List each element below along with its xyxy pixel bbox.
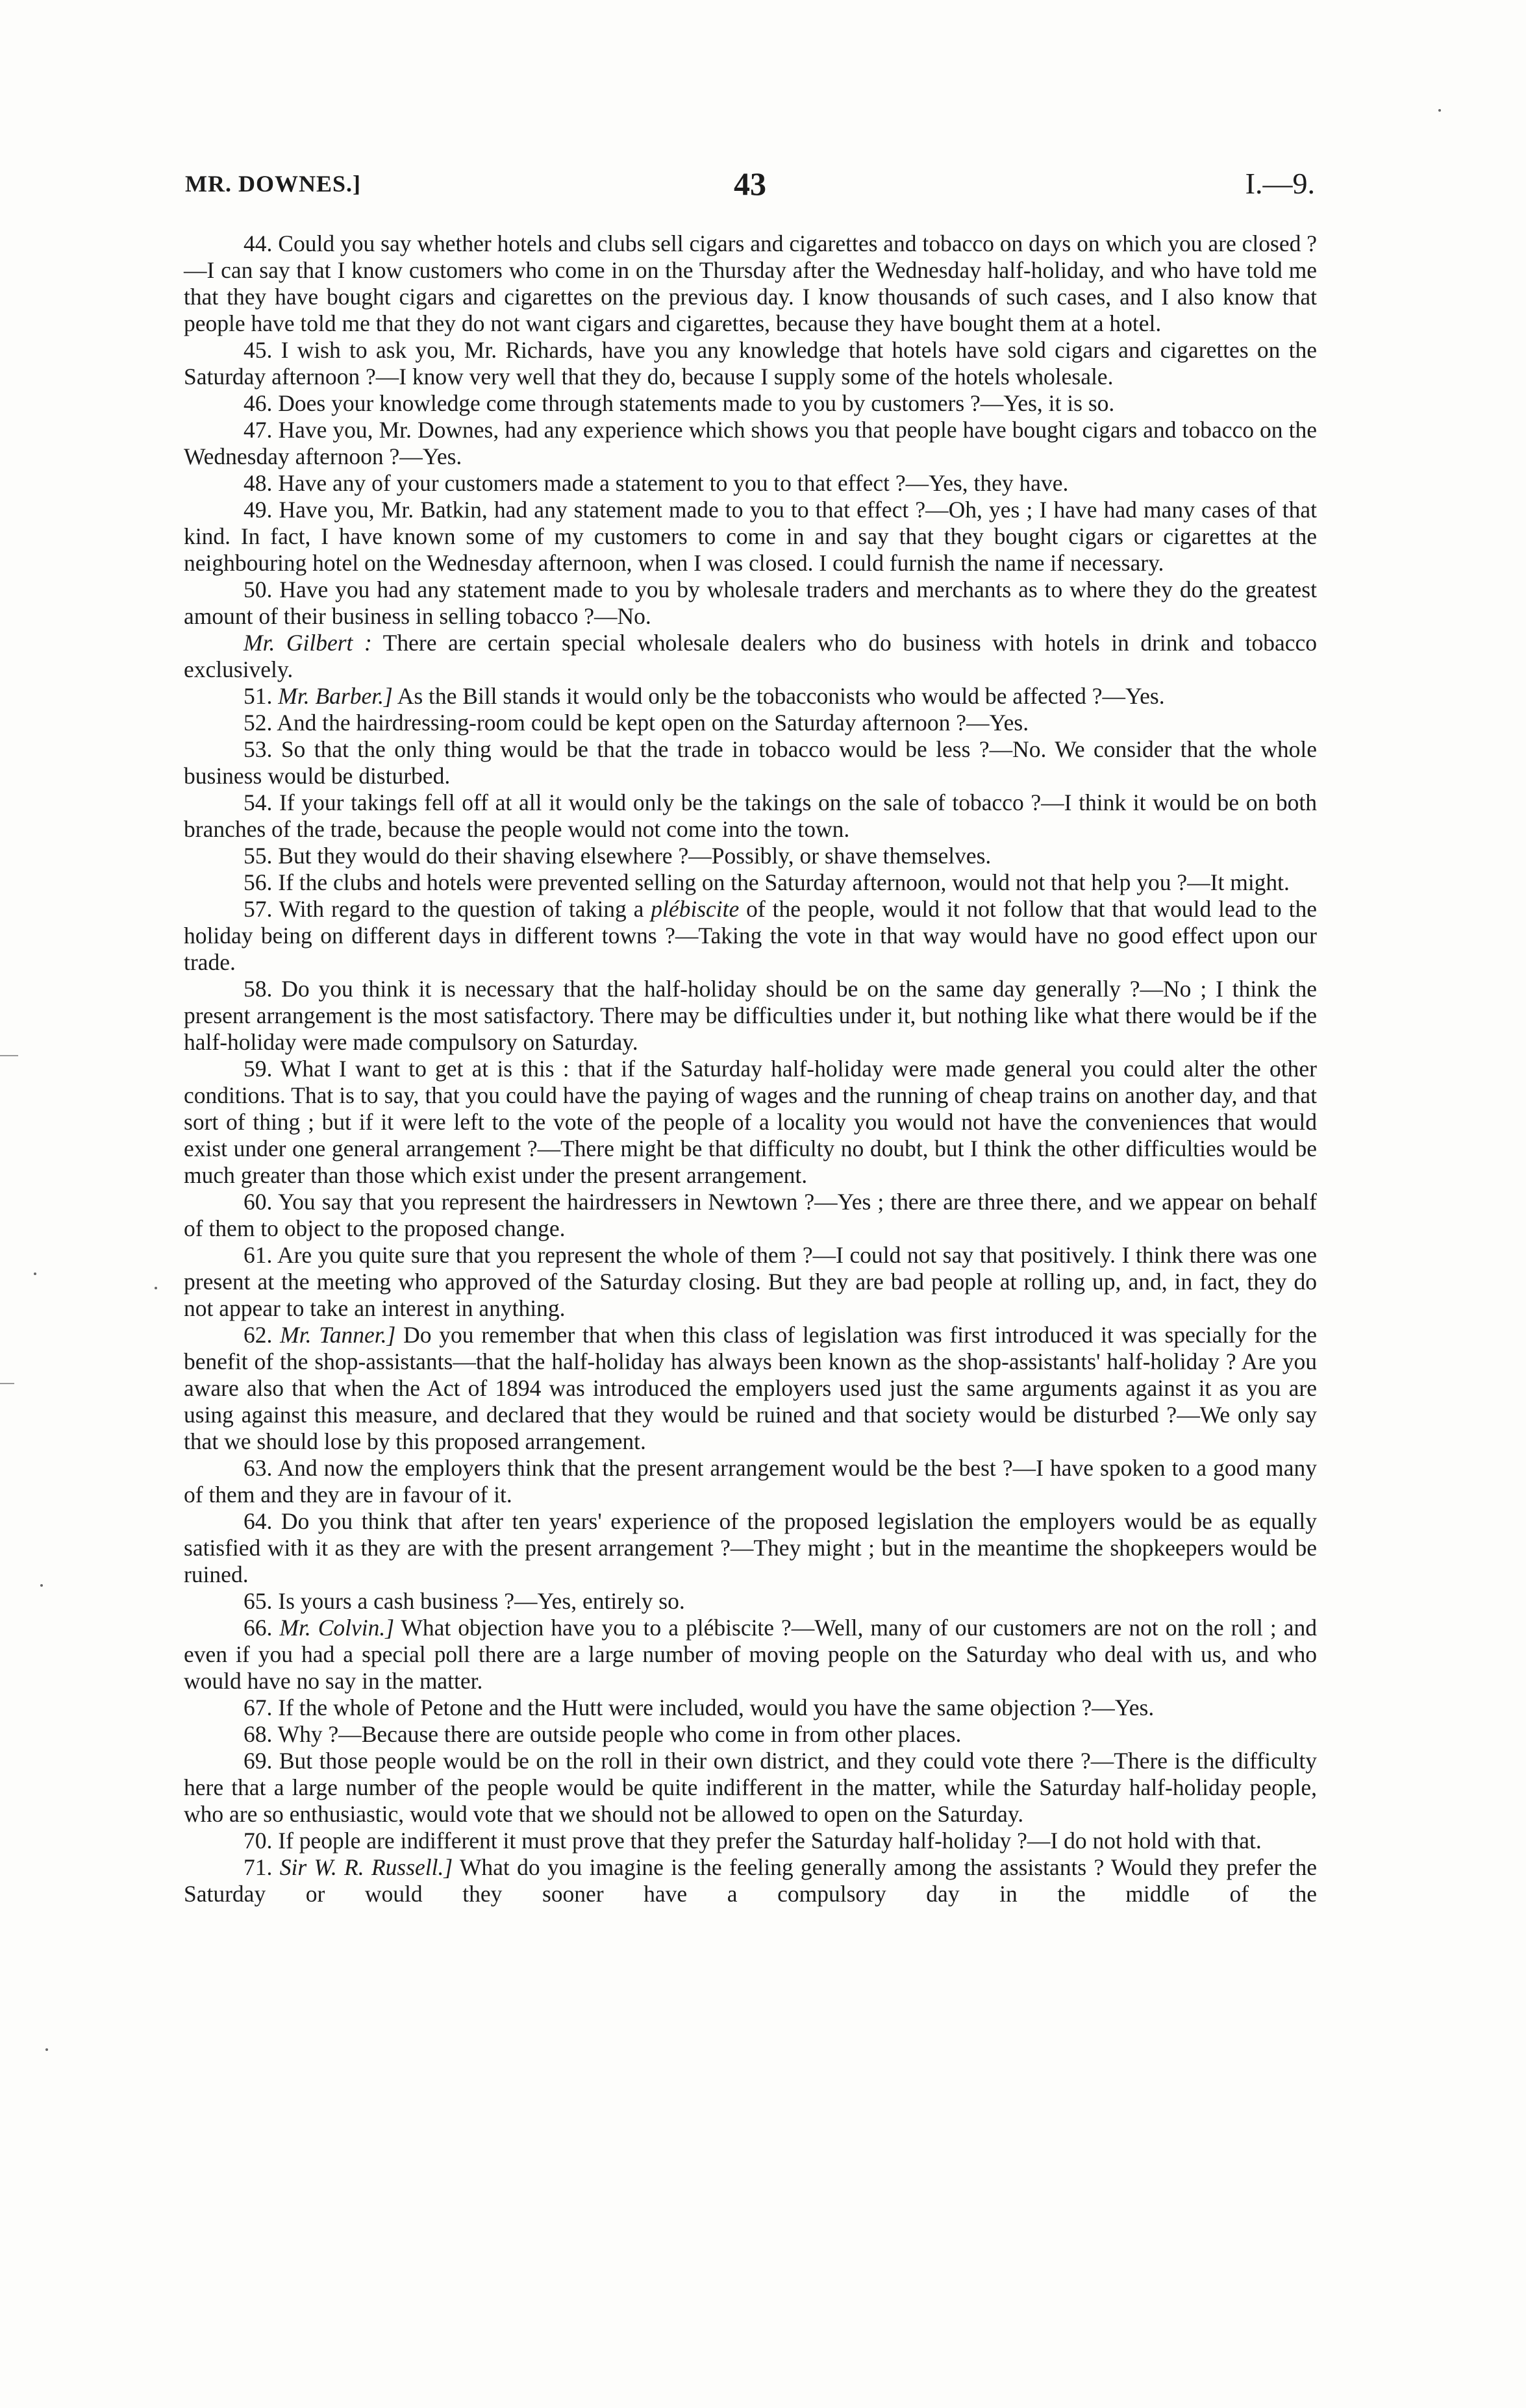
paragraph-q46: 46. Does your knowledge come through statements made to you by customers ?—Yes, it is so. — [244, 390, 1115, 416]
question-number: 57. With regard to the question of taking a — [244, 896, 651, 922]
paragraph-q63: 63. And now the employers think that the present arrangement would be the best ?—I have spoken to a good many of them and they are in favour of it. — [184, 1455, 1317, 1508]
question-number: 66. — [244, 1615, 280, 1641]
paragraph-text: As the Bill stands it would only be the tobacconists who would be affected ?—Yes. — [392, 683, 1165, 709]
paragraph-q68: 68. Why ?—Because there are outside people who come in from other places. — [244, 1721, 962, 1747]
scan-speck — [34, 1272, 36, 1275]
paragraph-q69: 69. But those people would be on the roll in their own district, and they could vote there ?—There is the difficulty here that a large number of the people would be quite indifferent in the matter, while the Saturday half-holiday people, who are so enthusiastic, would vote that we should not be allowed to open on the Saturday. — [184, 1748, 1317, 1827]
witness-header: MR. DOWNES.] — [185, 171, 361, 197]
paragraph-q57 — [184, 896, 1317, 976]
paragraph-q53: 53. So that the only thing would be that the trade in tobacco would be less ?—No. We consider that the whole business would be disturbed. — [184, 736, 1317, 789]
paragraph-q49: 49. Have you, Mr. Batkin, had any statement made to you to that effect ?—Oh, yes ; I have had many cases of that kind. In fact, I have known some of my customers to come in and say that they bought cigars or cigarettes at the neighbouring hotel on the Wednesday afternoon, when I was closed. I could furnish the name if necessary. — [184, 497, 1317, 576]
paragraph-q71 — [184, 1854, 1317, 1907]
paragraph-q67: 67. If the whole of Petone and the Hutt were included, would you have the same objection ?—Yes. — [244, 1694, 1155, 1720]
paragraph-q65: 65. Is yours a cash business ?—Yes, entirely so. — [244, 1588, 685, 1614]
paragraph-q59: 59. What I want to get at is this : that if the Saturday half-holiday were made general you could alter the other conditions. That is to say, that you could have the paying of wages and the running of cheap trains on another day, and that sort of thing ; but if it were left to the vote of the people of a locality you would not have the conveniences that would exist under one general arrangement ?—There might be that difficulty no doubt, but I think the other difficulties would be much greater than those which exist under the present arrangement. — [184, 1056, 1317, 1188]
paragraph-q54: 54. If your takings fell off at all it would only be the takings on the sale of tobacco ?—I think it would be on both branches of the trade, because the people would not come into the town. — [184, 789, 1317, 842]
question-number: 62. — [244, 1322, 281, 1348]
question-number: 71. — [244, 1854, 280, 1880]
paragraph-q44: 44. Could you say whether hotels and clubs sell cigars and cigarettes and tobacco on days on which you are closed ?—I can say that I know customers who come in on the Thursday after the Wednesday half-holiday, and who have told me that they have bought cigars and cigarettes on the previous day. I know thousands of such cases, and I also know that people have told me that they do not want cigars and cigarettes, because they have bought them at a hotel. — [184, 230, 1317, 336]
emphasis-term: plébiscite — [651, 896, 740, 922]
scan-speck — [155, 1287, 157, 1289]
scan-speck — [40, 1584, 43, 1587]
paragraph-q66 — [184, 1615, 1317, 1694]
scan-speck — [1438, 109, 1441, 112]
paragraph-q52: 52. And the hairdressing-room could be kept open on the Saturday afternoon ?—Yes. — [244, 710, 1029, 736]
paragraph-text: What do you imagine is the feeling generally among the assistants ? Would they prefer the Saturday or would they sooner have a compulsory day in the middle of the — [184, 1854, 1318, 1907]
question-number: 51. — [244, 683, 279, 709]
paragraph-statement-gilbert — [184, 630, 1317, 683]
paragraph-q70: 70. If people are indifferent it must prove that they prefer the Saturday half-holiday ?—I do not hold with that. — [244, 1828, 1262, 1854]
speaker-name: Mr. Barber.] — [278, 683, 393, 709]
paragraph-text: There are certain special wholesale dealers who do business with hotels in drink and tobacco exclusively. — [184, 630, 1317, 682]
page-header — [185, 166, 1315, 209]
paragraph-q60: 60. You say that you represent the hairdressers in Newtown ?—Yes ; there are three there, and we appear on behalf of them to object to the proposed change. — [184, 1189, 1317, 1241]
page-number: 43 — [734, 166, 766, 202]
paragraph-q45: 45. I wish to ask you, Mr. Richards, have you any knowledge that hotels have sold cigars and cigarettes on the Saturday afternoon ?—I know very well that they do, because I supply some of the hotels wholesale. — [184, 337, 1317, 390]
paragraph-q48: 48. Have any of your customers made a statement to you to that effect ?—Yes, they have. — [244, 470, 1069, 496]
paragraph-text: What objection have you to a plébiscite ?—Well, many of our customers are not on the roll ; and even if you had a special poll there are a large number of moving people on the Saturday who deal with us, and who would have no say in the matter. — [184, 1615, 1317, 1694]
scan-speck — [45, 2048, 48, 2051]
paragraph-text: of the people, would it not follow that that would lead to the holiday being on different days in different towns ?—Taking the vote in that way would have no good effect upon our trade. — [184, 896, 1317, 975]
testimony-body — [184, 230, 1317, 1907]
margin-mark — [0, 1383, 14, 1384]
margin-mark — [0, 1055, 18, 1056]
speaker-name: Mr. Gilbert : — [244, 630, 372, 656]
paper-reference: I.—9. — [1245, 167, 1315, 200]
paragraph-text: Do you remember that when this class of legislation was first introduced it was specially for the benefit of the shop-assistants—that the half-holiday has always been known as the shop-assistants' half-holiday ? Are you aware also that when the Act of 1894 was introduced the employers used just the same arguments against it as you are using against this measure, and declared that they would be ruined and that society would be disturbed ?—We only say that we should lose by this proposed arrangement. — [184, 1322, 1318, 1454]
speaker-name: Sir W. R. Russell.] — [279, 1854, 453, 1880]
paragraph-q62 — [184, 1322, 1317, 1455]
paragraph-q55: 55. But they would do their shaving elsewhere ?—Possibly, or shave themselves. — [244, 843, 992, 869]
paragraph-q64: 64. Do you think that after ten years' experience of the proposed legislation the employers would be as equally satisfied with it as they are with the present arrangement ?—They might ; but in the meantime the shopkeepers would be ruined. — [184, 1508, 1317, 1587]
speaker-name: Mr. Colvin.] — [279, 1615, 395, 1641]
paragraph-q56: 56. If the clubs and hotels were prevented selling on the Saturday afternoon, would not that help you ?—It might. — [244, 869, 1290, 895]
paragraph-q50: 50. Have you had any statement made to you by wholesale traders and merchants as to where they do the greatest amount of their business in selling tobacco ?—No. — [184, 577, 1317, 629]
paragraph-q51 — [184, 683, 1317, 710]
speaker-name: Mr. Tanner.] — [280, 1322, 396, 1348]
paragraph-q47: 47. Have you, Mr. Downes, had any experience which shows you that people have bought cigars and tobacco on the Wednesday afternoon ?—Yes. — [184, 417, 1317, 469]
paragraph-q61: 61. Are you quite sure that you represent the whole of them ?—I could not say that positively. I think there was one present at the meeting who approved of the Saturday closing. But they are bad people at rolling up, and, in fact, they do not appear to take an interest in anything. — [184, 1242, 1317, 1321]
paragraph-q58: 58. Do you think it is necessary that the half-holiday should be on the same day generally ?—No ; I think the present arrangement is the most satisfactory. There may be difficulties under it, but nothing like what there would be if the half-holiday were made compulsory on Saturday. — [184, 976, 1317, 1055]
